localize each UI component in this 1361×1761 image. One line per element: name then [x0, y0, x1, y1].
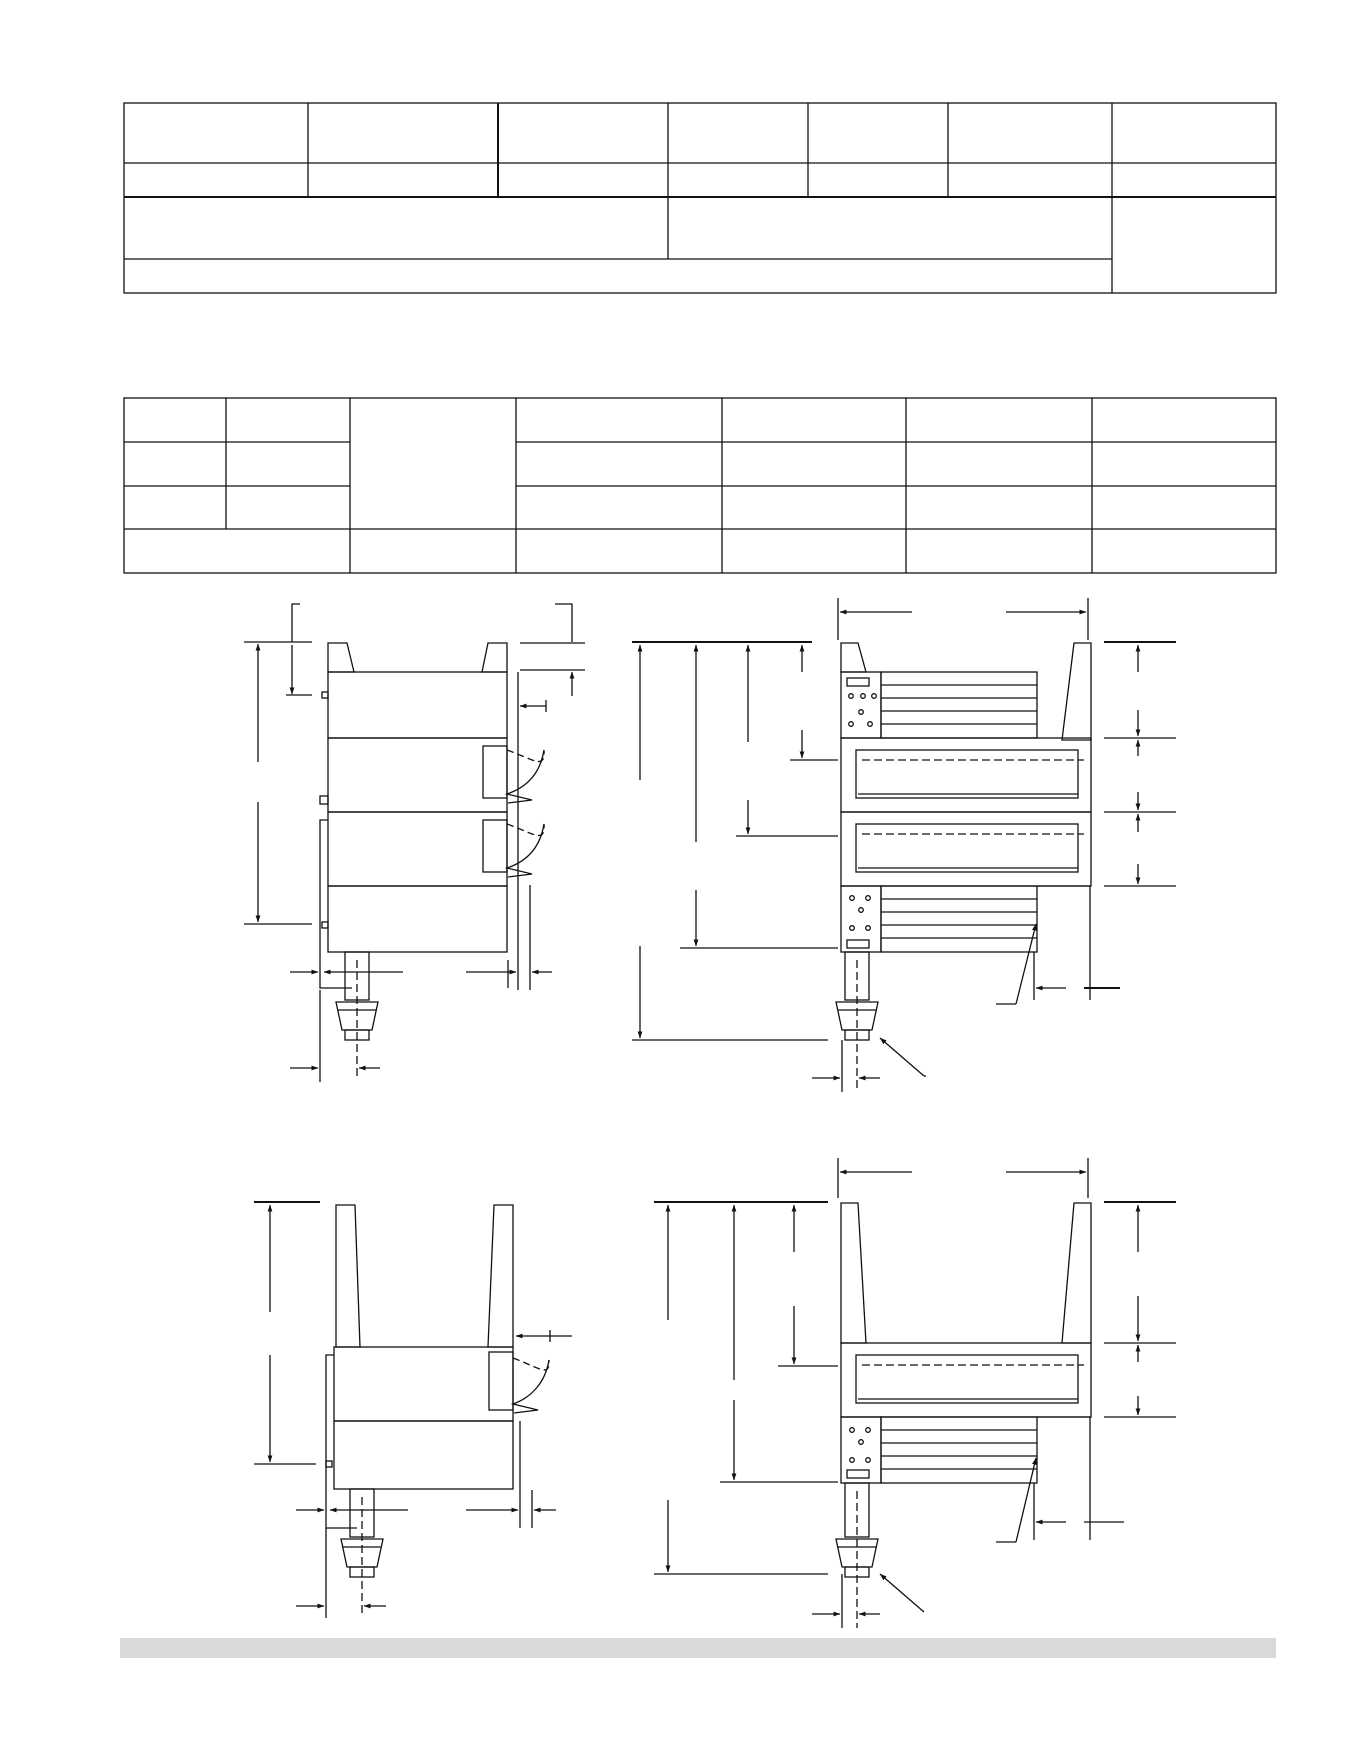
side-latch	[322, 692, 328, 698]
compartment-bottom	[334, 1421, 513, 1489]
control-knob	[859, 710, 864, 715]
control-knob	[849, 722, 854, 727]
compartment-door-1	[328, 738, 507, 812]
compartment-door-2	[328, 812, 507, 886]
control-knob	[849, 694, 854, 699]
vent-panel-bottom	[881, 886, 1037, 952]
vent-panel	[881, 1417, 1037, 1483]
control-knob	[850, 1458, 855, 1463]
side-latch	[322, 922, 328, 928]
top-rail-post-left	[841, 1203, 866, 1343]
leader-line	[880, 1038, 924, 1076]
top-rail-post-left	[336, 1205, 360, 1347]
top-rail-post-right	[488, 1205, 513, 1347]
door-swing	[513, 1358, 549, 1370]
compartment-top	[328, 672, 507, 738]
drawer-1	[841, 738, 1091, 812]
drawer-1-face	[856, 750, 1078, 798]
drawer-2	[841, 812, 1091, 886]
control-display	[847, 940, 869, 948]
control-knob	[866, 896, 871, 901]
door-swing-arc	[513, 1360, 549, 1413]
control-knob	[861, 694, 866, 699]
leader-line	[1016, 924, 1036, 1004]
drawer-face	[856, 1355, 1078, 1403]
compartment-door	[334, 1347, 513, 1421]
door-swing-1	[507, 750, 544, 762]
side-view-four-compartment	[244, 604, 585, 1082]
control-knob	[859, 1440, 864, 1445]
top-rail-post-left	[328, 643, 354, 672]
control-knob	[859, 908, 864, 913]
header-table	[124, 103, 1276, 293]
door-swing-arc-1	[507, 750, 544, 803]
door-handle	[489, 1352, 513, 1410]
door-swing-arc-2	[507, 824, 544, 877]
control-display	[847, 1470, 869, 1478]
leader-line	[880, 1574, 924, 1612]
side-latch	[320, 796, 328, 804]
leader-line	[1016, 1458, 1036, 1542]
front-view-two-compartment	[654, 1158, 1176, 1628]
dimension-table	[124, 398, 1276, 573]
top-rail-post-right	[482, 643, 507, 672]
door-handle-1	[483, 746, 507, 798]
control-knob	[866, 1428, 871, 1433]
control-knob	[850, 926, 855, 931]
control-knob	[866, 926, 871, 931]
vent-panel-top	[881, 672, 1037, 738]
top-rail-post-left	[841, 643, 866, 672]
side-panel	[320, 820, 352, 988]
leader-line	[292, 604, 300, 642]
control-knob	[868, 722, 873, 727]
footer-bar	[120, 1638, 1276, 1658]
drawer	[841, 1343, 1091, 1417]
control-display	[847, 678, 869, 686]
front-view-four-compartment	[632, 598, 1176, 1092]
control-knob	[872, 694, 877, 699]
control-knob	[850, 896, 855, 901]
door-swing-2	[507, 824, 544, 836]
top-rail-post-right	[1062, 1203, 1091, 1343]
door-handle-2	[483, 820, 507, 872]
control-knob	[866, 1458, 871, 1463]
leader-line	[555, 604, 572, 642]
side-panel	[326, 1355, 357, 1528]
top-rail-post-right	[1062, 643, 1091, 740]
side-view-two-compartment	[254, 1202, 572, 1618]
control-knob	[850, 1428, 855, 1433]
compartment-bottom	[328, 886, 507, 952]
side-latch	[326, 1461, 332, 1467]
drawer-2-face	[856, 824, 1078, 872]
